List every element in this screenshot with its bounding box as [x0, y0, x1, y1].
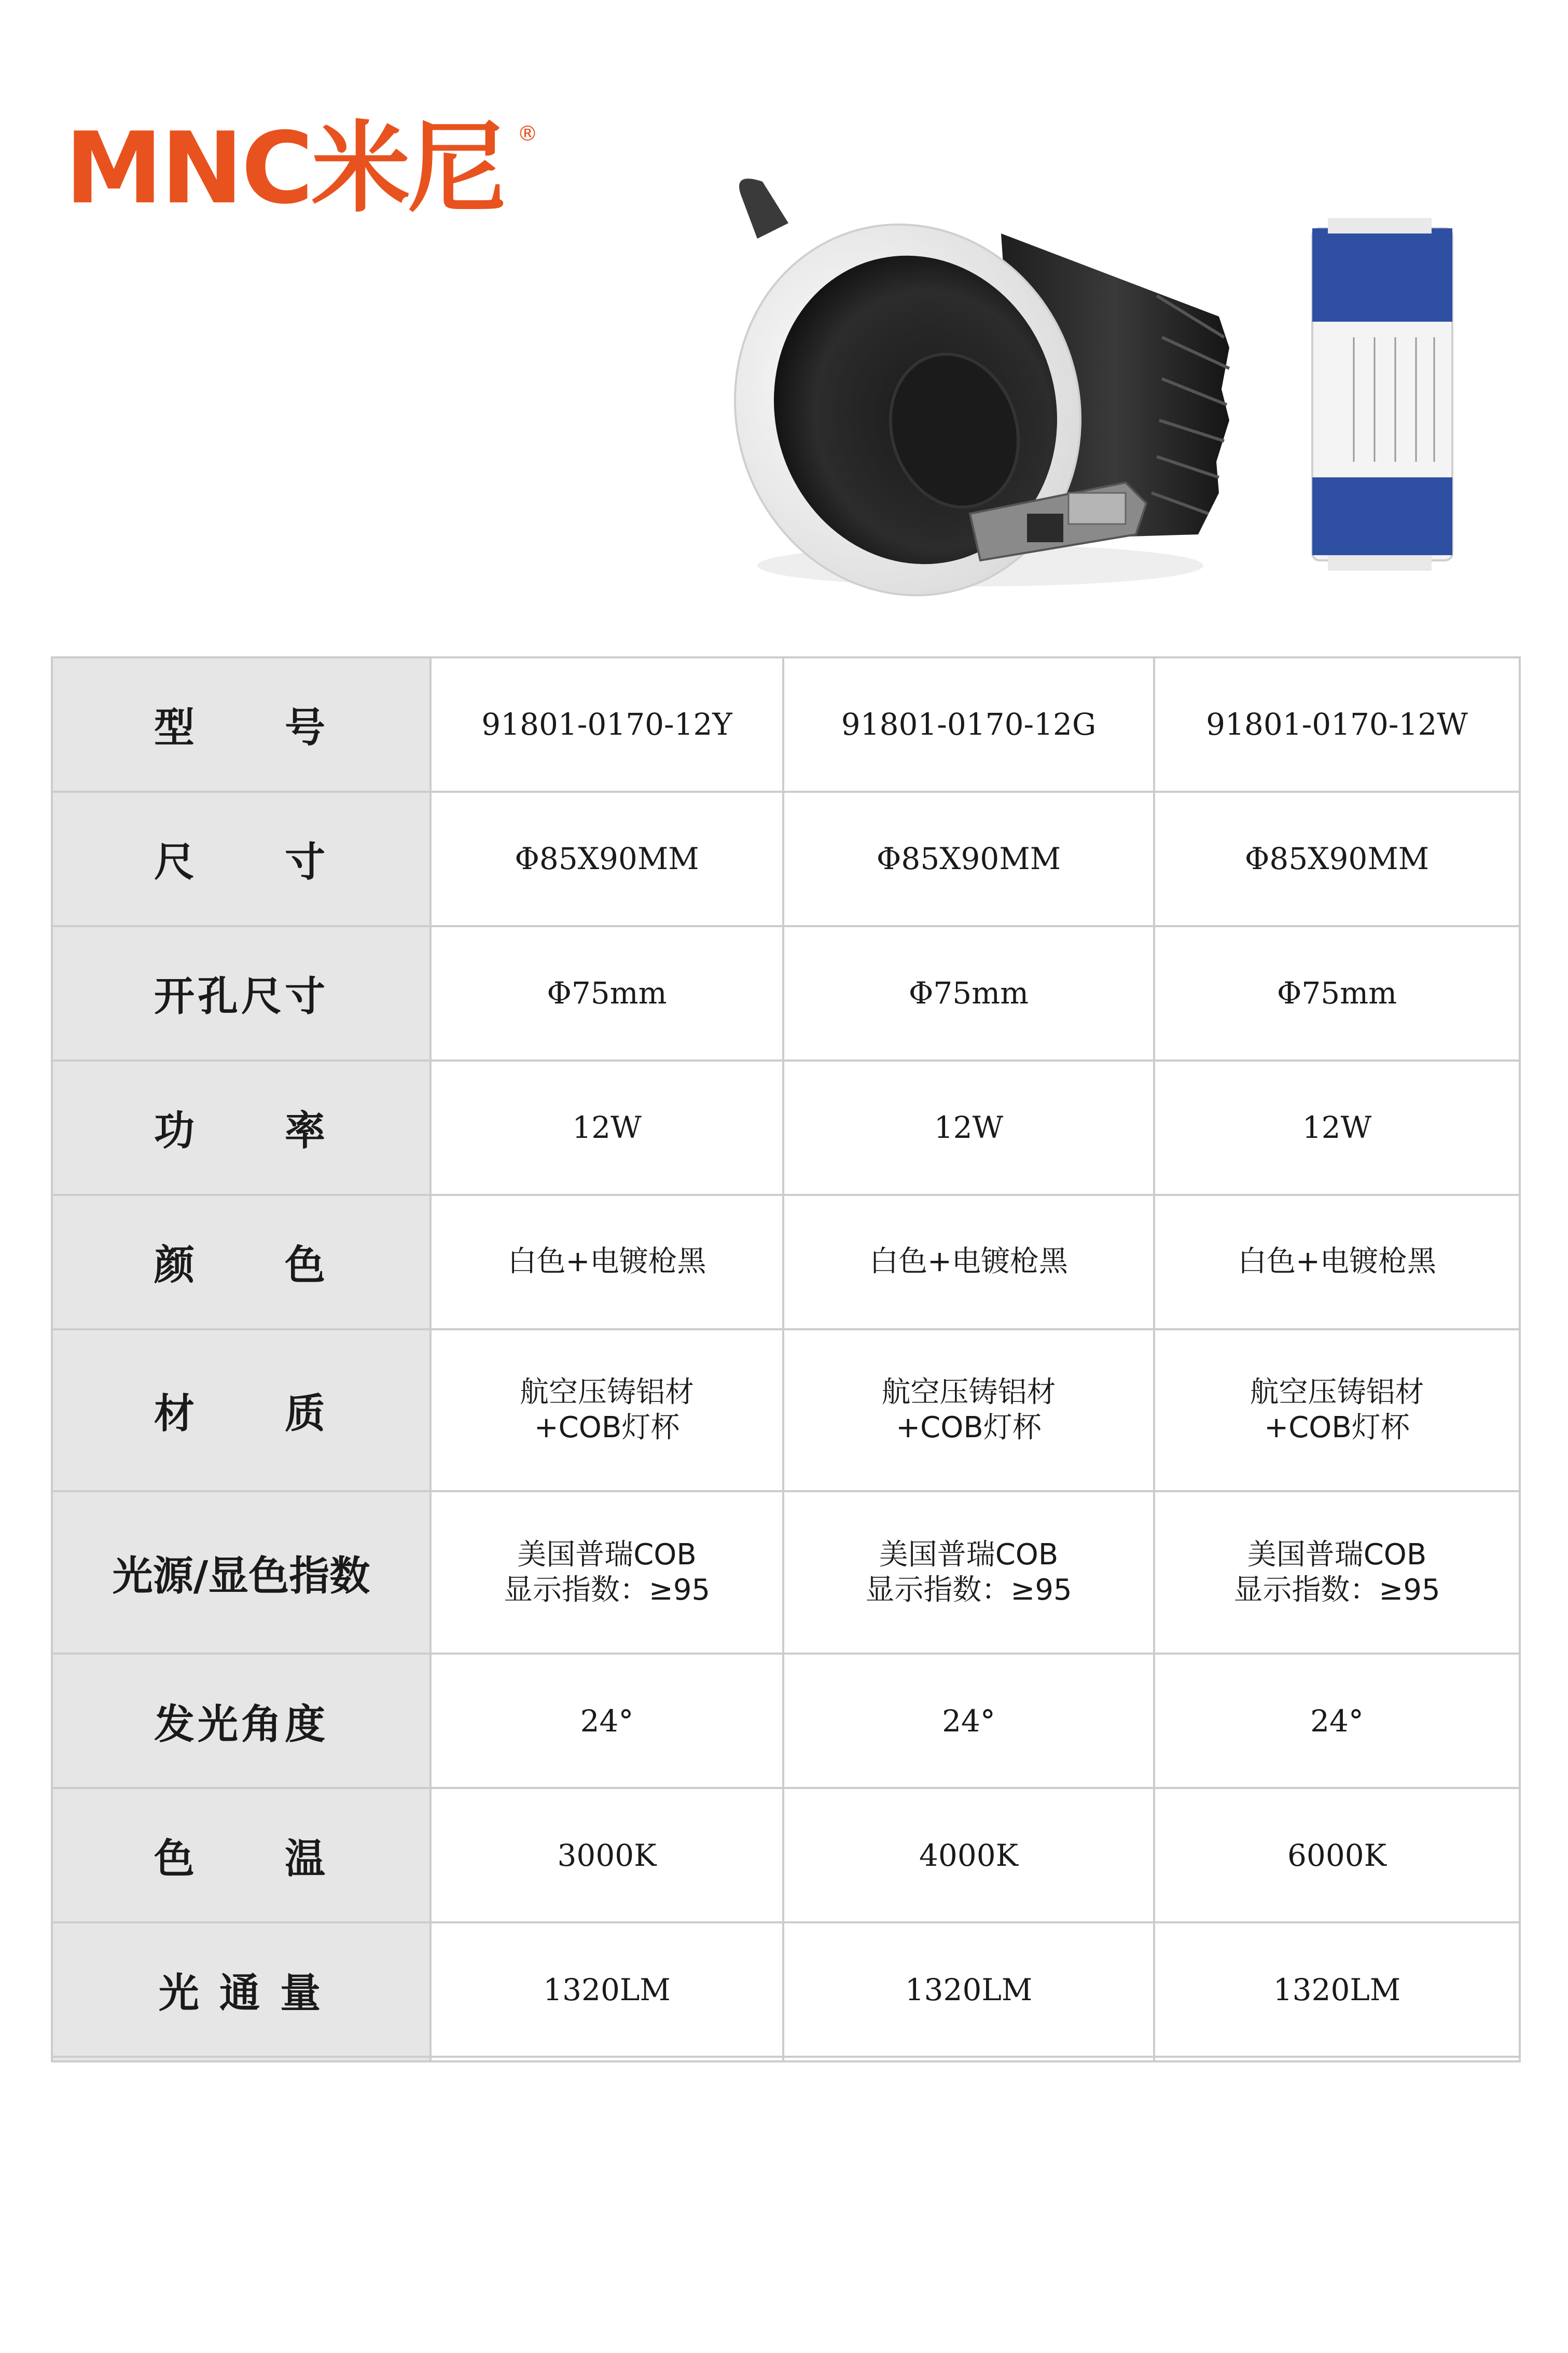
table-cell: 3000K [431, 1788, 783, 1922]
row-label: 色 温 [52, 1788, 431, 1922]
brand-logo [65, 111, 538, 226]
table-row [52, 657, 1520, 792]
row-label: 发光角度 [52, 1654, 431, 1788]
downlight-product-image [711, 119, 1255, 597]
table-cell: 24° [431, 1654, 783, 1788]
table-cell: 12W [783, 1061, 1154, 1195]
table-row [52, 792, 1520, 926]
spec-table [51, 656, 1521, 2062]
table-cell: Φ85X90MM [1154, 792, 1520, 926]
brand-name: MNC米尼 [65, 111, 505, 226]
table-cell: 12W [431, 1061, 783, 1195]
row-label [52, 2057, 431, 2061]
table-cell: 白色+电镀枪黑 [431, 1195, 783, 1329]
table-cell: 91801-0170-12W [1154, 657, 1520, 792]
table-cell: Φ75mm [1154, 926, 1520, 1061]
spec-table-body [52, 657, 1520, 2061]
table-cell: 航空压铸铝材 +COB灯杯 [1154, 1329, 1520, 1492]
row-label: 光源/显色指数 [52, 1491, 431, 1654]
table-row [52, 1922, 1520, 2057]
row-label: 型 号 [52, 657, 431, 792]
table-cell: 美国普瑞COB 显示指数：≥95 [1154, 1491, 1520, 1654]
table-cell: 91801-0170-12Y [431, 657, 783, 792]
table-cell [1154, 2057, 1520, 2061]
table-row [52, 1329, 1520, 1492]
table-row [52, 1491, 1520, 1654]
table-cell: 12W [1154, 1061, 1520, 1195]
table-cell: 24° [783, 1654, 1154, 1788]
row-label: 开孔尺寸 [52, 926, 431, 1061]
table-cell: Φ85X90MM [783, 792, 1154, 926]
table-cell: 91801-0170-12G [783, 657, 1154, 792]
table-row [52, 1788, 1520, 1922]
table-cell: 航空压铸铝材 +COB灯杯 [783, 1329, 1154, 1492]
table-row [52, 2057, 1520, 2061]
table-row [52, 926, 1520, 1061]
table-cell: 美国普瑞COB 显示指数：≥95 [431, 1491, 783, 1654]
row-label: 光 通 量 [52, 1922, 431, 2057]
table-cell: 1320LM [431, 1922, 783, 2057]
led-driver-image [1297, 218, 1468, 571]
table-cell: 1320LM [783, 1922, 1154, 2057]
registered-mark: ® [517, 122, 538, 146]
table-row [52, 1195, 1520, 1329]
table-cell: 美国普瑞COB 显示指数：≥95 [783, 1491, 1154, 1654]
table-row [52, 1654, 1520, 1788]
table-cell: Φ85X90MM [431, 792, 783, 926]
table-cell: 24° [1154, 1654, 1520, 1788]
row-label: 颜 色 [52, 1195, 431, 1329]
table-cell: 6000K [1154, 1788, 1520, 1922]
table-cell: 4000K [783, 1788, 1154, 1922]
row-label: 材 质 [52, 1329, 431, 1492]
table-cell: 航空压铸铝材 +COB灯杯 [431, 1329, 783, 1492]
row-label: 尺 寸 [52, 792, 431, 926]
table-cell: Φ75mm [431, 926, 783, 1061]
table-row [52, 1061, 1520, 1195]
table-cell: 1320LM [1154, 1922, 1520, 2057]
table-cell: Φ75mm [783, 926, 1154, 1061]
row-label: 功 率 [52, 1061, 431, 1195]
table-cell: 白色+电镀枪黑 [783, 1195, 1154, 1329]
table-cell [783, 2057, 1154, 2061]
table-cell: 白色+电镀枪黑 [1154, 1195, 1520, 1329]
table-cell [431, 2057, 783, 2061]
